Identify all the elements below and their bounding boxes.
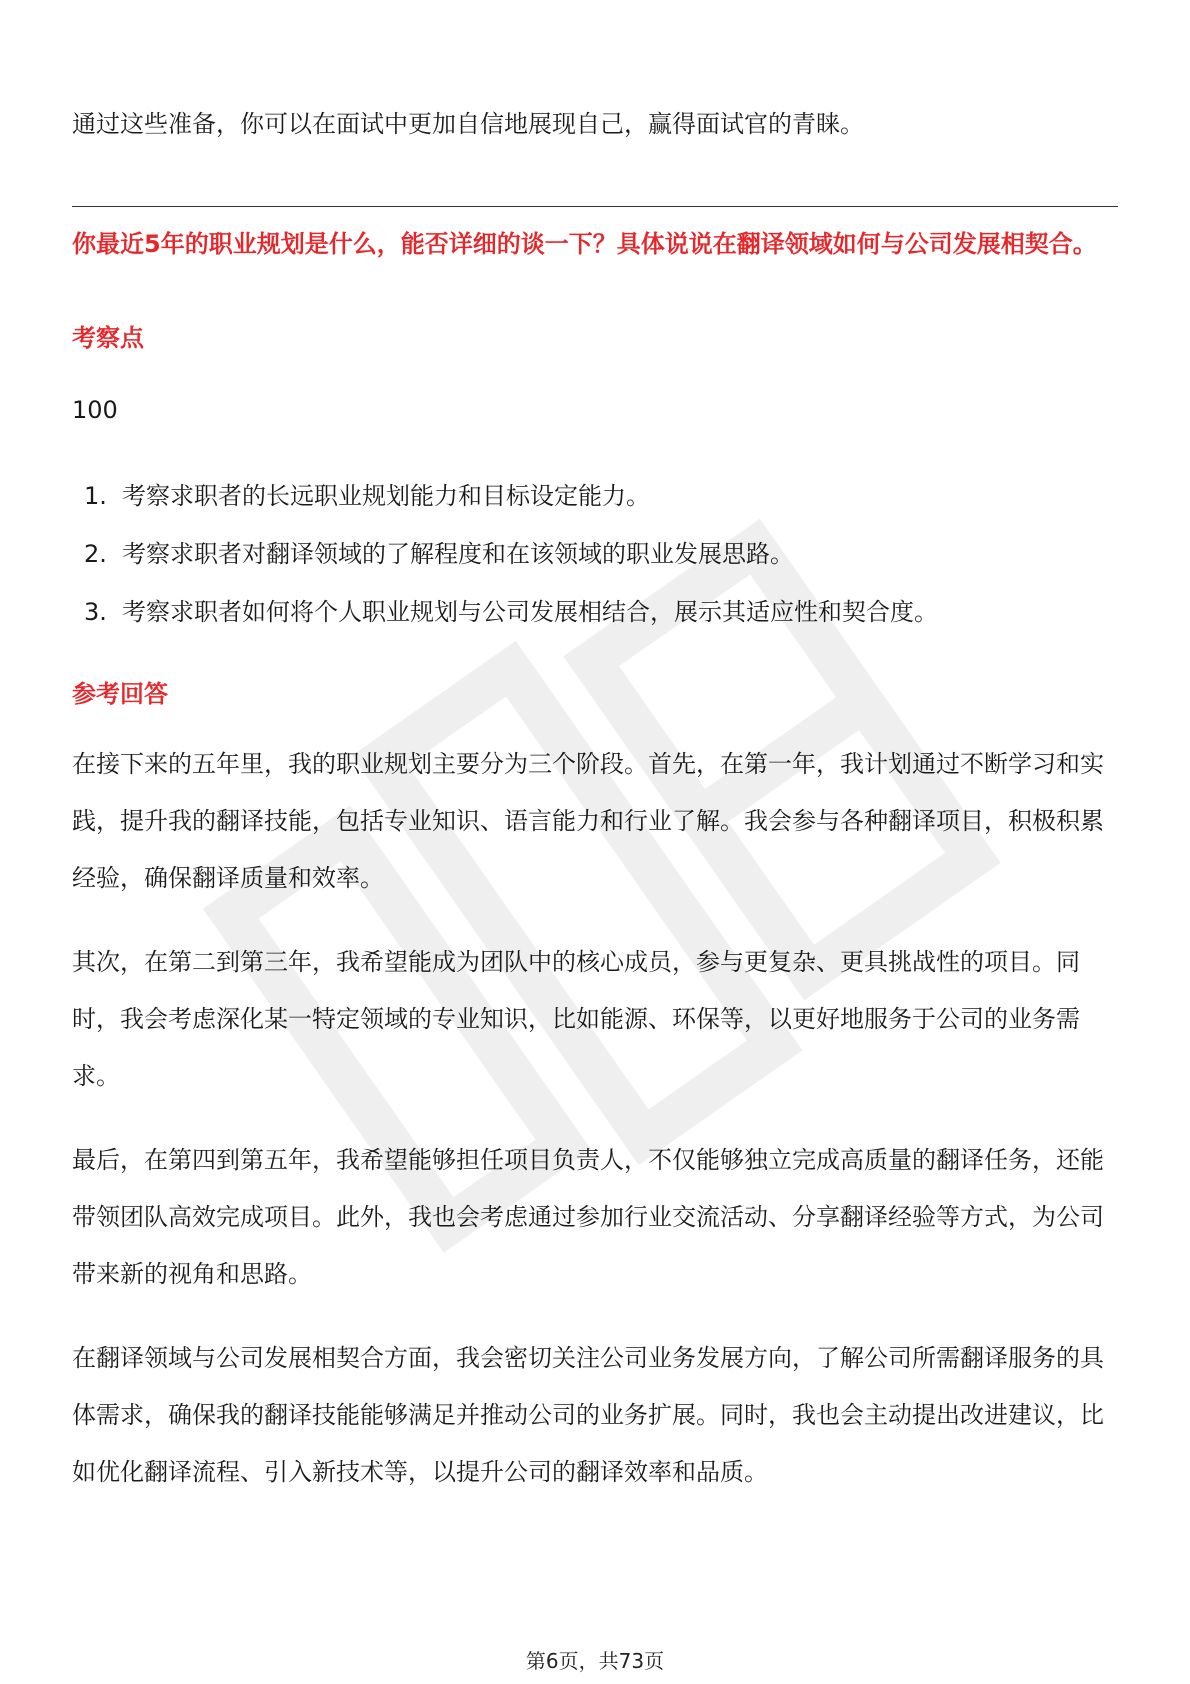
- answer-paragraph: 其次，在第二到第三年，我希望能成为团队中的核心成员，参与更复杂、更具挑战性的项目。同时，我会考虑深化某一特定领域的专业知识，比如能源、环保等，以更好地服务于公司的业务需求。: [72, 948, 1080, 1090]
- answer-paragraph: 在翻译领域与公司发展相契合方面，我会密切关注公司业务发展方向，了解公司所需翻译服务的具体需求，确保我的翻译技能能够满足并推动公司的业务扩展。同时，我也会主动提出改进建议，比如优化翻译流程、引入新技术等，以提升公司的翻译效率和品质。: [72, 1344, 1104, 1486]
- list-text: 考察求职者的长远职业规划能力和目标设定能力。: [122, 482, 650, 510]
- assessment-points-list: [84, 480, 938, 654]
- document-page: [72, 0, 1118, 1684]
- page-number-footer: 第6页，共73页: [525, 1649, 665, 1673]
- list-item: [84, 538, 938, 596]
- answer-paragraph: 最后，在第四到第五年，我希望能够担任项目负责人，不仅能够独立完成高质量的翻译任务，还能带领团队高效完成项目。此外，我也会考虑通过参加行业交流活动、分享翻译经验等方式，为公司带来新的视角和思路。: [72, 1146, 1104, 1288]
- heading-assessment-points: 考察点: [72, 324, 144, 352]
- section-divider: [72, 206, 1118, 207]
- answer-paragraph: 在接下来的五年里，我的职业规划主要分为三个阶段。首先，在第一年，我计划通过不断学习和实践，提升我的翻译技能，包括专业知识、语言能力和行业了解。我会参与各种翻译项目，积极积累经验，确保翻译质量和效率。: [72, 750, 1104, 892]
- list-text: 考察求职者如何将个人职业规划与公司发展相结合，展示其适应性和契合度。: [122, 598, 938, 626]
- list-number: 2.: [84, 540, 107, 568]
- heading-reference-answer: 参考回答: [72, 680, 168, 708]
- list-item: [84, 596, 938, 654]
- list-number: 1.: [84, 482, 107, 510]
- interview-question: 你最近5年的职业规划是什么，能否详细的谈一下？具体说说在翻译领域如何与公司发展相契合。: [72, 230, 1097, 258]
- list-number: 3.: [84, 598, 107, 626]
- score-value: 100: [72, 396, 118, 424]
- list-item: [84, 480, 938, 538]
- list-text: 考察求职者对翻译领域的了解程度和在该领域的职业发展思路。: [122, 540, 794, 568]
- intro-paragraph: 通过这些准备，你可以在面试中更加自信地展现自己，赢得面试官的青睐。: [72, 110, 864, 138]
